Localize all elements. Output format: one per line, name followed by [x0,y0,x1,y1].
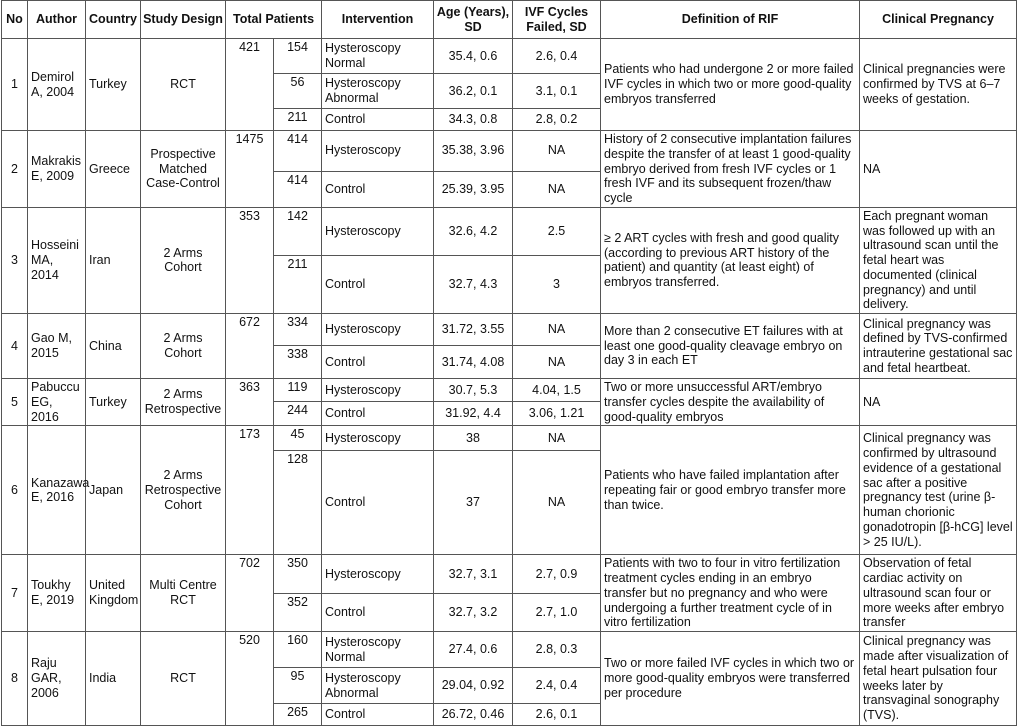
ivf-cycles-cell: 2.7, 1.0 [513,593,601,631]
study-number: 7 [2,555,28,632]
intervention-cell: Hysteroscopy Normal [322,39,434,74]
ivf-cycles-cell: 2.8, 0.2 [513,109,601,131]
ivf-cycles-cell: 2.6, 0.4 [513,39,601,74]
total-patients-cell: 1475 [226,131,274,208]
study-number: 3 [2,207,28,313]
age-cell: 31.72, 3.55 [434,314,513,346]
intervention-cell: Control [322,109,434,131]
age-cell: 35.38, 3.96 [434,131,513,172]
study-number: 6 [2,426,28,555]
intervention-cell: Hysteroscopy [322,131,434,172]
arm-patients-cell: 160 [274,632,322,668]
age-cell: 32.7, 3.2 [434,593,513,631]
age-cell: 38 [434,426,513,451]
table-row [2,379,1017,402]
arm-patients-cell: 265 [274,704,322,726]
clinical-pregnancy-cell: NA [860,379,1017,426]
age-cell: 31.74, 4.08 [434,346,513,379]
country-cell: United Kingdom [86,555,141,632]
study-design-cell: RCT [141,632,226,726]
author-cell: Raju GAR, 2006 [28,632,86,726]
clinical-pregnancy-cell: Clinical pregnancy was made after visualization of fetal heart pulsation four weeks later by transvaginal sonography (TVS). [860,632,1017,726]
arm-patients-cell: 338 [274,346,322,379]
clinical-pregnancy-cell: Each pregnant woman was followed up with an ultrasound scan until the fetal heart was documented (clinical pregnancy) and until delivery. [860,207,1017,313]
ivf-cycles-cell: NA [513,131,601,172]
intervention-cell: Control [322,402,434,426]
header-ivf-cycles: IVF Cycles Failed, SD [513,1,601,39]
ivf-cycles-cell: NA [513,171,601,207]
total-patients-cell: 173 [226,426,274,555]
total-patients-cell: 421 [226,39,274,131]
rif-definition-cell: History of 2 consecutive implantation failures despite the transfer of at least 1 good-quality embryo derived from fresh IVF cycles or 1 fresh IVF and its subsequent frozen/thaw cycle [601,131,860,208]
header-clinical-pregnancy: Clinical Pregnancy [860,1,1017,39]
table-row [2,39,1017,74]
intervention-cell: Hysteroscopy [322,207,434,256]
country-cell: Japan [86,426,141,555]
arm-patients-cell: 414 [274,171,322,207]
country-cell: Turkey [86,379,141,426]
table-row [2,632,1017,668]
age-cell: 25.39, 3.95 [434,171,513,207]
ivf-cycles-cell: 2.7, 0.9 [513,555,601,593]
study-design-cell: 2 Arms Retrospective Cohort [141,426,226,555]
arm-patients-cell: 352 [274,593,322,631]
age-cell: 36.2, 0.1 [434,74,513,109]
study-design-cell: Multi Centre RCT [141,555,226,632]
study-number: 8 [2,632,28,726]
age-cell: 26.72, 0.46 [434,704,513,726]
study-number: 1 [2,39,28,131]
author-cell: Demirol A, 2004 [28,39,86,131]
header-country: Country [86,1,141,39]
header-row [2,1,1017,39]
age-cell: 32.7, 3.1 [434,555,513,593]
total-patients-cell: 520 [226,632,274,726]
clinical-pregnancy-cell: Clinical pregnancy was confirmed by ultrasound evidence of a gestational sac after a positive pregnancy test (urine β-human chorionic gonadotropin [β-hCG] level > 25 IU/L). [860,426,1017,555]
study-number: 2 [2,131,28,208]
intervention-cell: Control [322,256,434,314]
study-design-cell: 2 Arms Cohort [141,207,226,313]
arm-patients-cell: 244 [274,402,322,426]
total-patients-cell: 672 [226,314,274,379]
table-row [2,426,1017,451]
age-cell: 30.7, 5.3 [434,379,513,402]
age-cell: 35.4, 0.6 [434,39,513,74]
age-cell: 27.4, 0.6 [434,632,513,668]
intervention-cell: Control [322,593,434,631]
country-cell: China [86,314,141,379]
clinical-pregnancy-cell: Clinical pregnancy was defined by TVS-confirmed intrauterine gestational sac and fetal heartbeat. [860,314,1017,379]
study-number: 5 [2,379,28,426]
author-cell: Makrakis E, 2009 [28,131,86,208]
rif-definition-cell: Two or more unsuccessful ART/embryo transfer cycles despite the availability of good-quality embryos [601,379,860,426]
total-patients-cell: 353 [226,207,274,313]
header-age: Age (Years), SD [434,1,513,39]
header-intervention: Intervention [322,1,434,39]
study-number: 4 [2,314,28,379]
ivf-cycles-cell: 3.06, 1.21 [513,402,601,426]
ivf-cycles-cell: NA [513,451,601,555]
author-cell: Toukhy E, 2019 [28,555,86,632]
age-cell: 34.3, 0.8 [434,109,513,131]
rif-definition-cell: Patients who had undergone 2 or more failed IVF cycles in which two or more good-quality embryos transferred [601,39,860,131]
intervention-cell: Hysteroscopy [322,314,434,346]
header-study-design: Study Design [141,1,226,39]
age-cell: 32.7, 4.3 [434,256,513,314]
arm-patients-cell: 350 [274,555,322,593]
clinical-pregnancy-cell: Clinical pregnancies were confirmed by TVS at 6–7 weeks of gestation. [860,39,1017,131]
arm-patients-cell: 154 [274,39,322,74]
intervention-cell: Hysteroscopy Normal [322,632,434,668]
rif-definition-cell: Two or more failed IVF cycles in which two or more good-quality embryos were transferred per procedure [601,632,860,726]
arm-patients-cell: 211 [274,109,322,131]
arm-patients-cell: 45 [274,426,322,451]
ivf-cycles-cell: 3.1, 0.1 [513,74,601,109]
intervention-cell: Hysteroscopy [322,426,434,451]
intervention-cell: Hysteroscopy Abnormal [322,74,434,109]
ivf-cycles-cell: 2.6, 0.1 [513,704,601,726]
intervention-cell: Hysteroscopy [322,379,434,402]
table-row [2,314,1017,346]
arm-patients-cell: 211 [274,256,322,314]
ivf-cycles-cell: 4.04, 1.5 [513,379,601,402]
rif-definition-cell: ≥ 2 ART cycles with fresh and good quality (according to previous ART history of the patient) and quantity (at least eight) of embryos transferred. [601,207,860,313]
age-cell: 37 [434,451,513,555]
arm-patients-cell: 414 [274,131,322,172]
intervention-cell: Hysteroscopy Abnormal [322,668,434,704]
age-cell: 31.92, 4.4 [434,402,513,426]
age-cell: 32.6, 4.2 [434,207,513,256]
rif-definition-cell: More than 2 consecutive ET failures with at least one good-quality cleavage embryo on day 3 in each ET [601,314,860,379]
author-cell: Hosseini MA, 2014 [28,207,86,313]
study-design-cell: 2 Arms Cohort [141,314,226,379]
table-row [2,131,1017,172]
header-author: Author [28,1,86,39]
arm-patients-cell: 334 [274,314,322,346]
total-patients-cell: 363 [226,379,274,426]
table-row [2,555,1017,593]
ivf-cycles-cell: 2.5 [513,207,601,256]
intervention-cell: Control [322,171,434,207]
intervention-cell: Hysteroscopy [322,555,434,593]
clinical-pregnancy-cell: NA [860,131,1017,208]
study-design-cell: Prospective Matched Case-Control [141,131,226,208]
arm-patients-cell: 142 [274,207,322,256]
clinical-pregnancy-cell: Observation of fetal cardiac activity on ultrasound scan four or more weeks after embryo transfer [860,555,1017,632]
rif-definition-cell: Patients with two to four in vitro fertilization treatment cycles ending in an embryo transfer but no pregnancy and who were undergoing a further treatment cycle of in vitro fertilization [601,555,860,632]
arm-patients-cell: 128 [274,451,322,555]
author-cell: Pabuccu EG, 2016 [28,379,86,426]
total-patients-cell: 702 [226,555,274,632]
author-cell: Gao M, 2015 [28,314,86,379]
header-total-patients: Total Patients [226,1,322,39]
intervention-cell: Control [322,704,434,726]
header-no: No [2,1,28,39]
country-cell: Iran [86,207,141,313]
study-design-cell: 2 Arms Retrospective [141,379,226,426]
table-row [2,207,1017,256]
study-design-cell: RCT [141,39,226,131]
ivf-cycles-cell: 2.8, 0.3 [513,632,601,668]
ivf-cycles-cell: 2.4, 0.4 [513,668,601,704]
intervention-cell: Control [322,451,434,555]
ivf-cycles-cell: NA [513,346,601,379]
arm-patients-cell: 119 [274,379,322,402]
rif-definition-cell: Patients who have failed implantation after repeating fair or good embryo transfer more than twice. [601,426,860,555]
age-cell: 29.04, 0.92 [434,668,513,704]
ivf-cycles-cell: 3 [513,256,601,314]
author-cell: Kanazawa E, 2016 [28,426,86,555]
country-cell: Turkey [86,39,141,131]
table-body [2,39,1017,726]
ivf-cycles-cell: NA [513,314,601,346]
country-cell: Greece [86,131,141,208]
ivf-cycles-cell: NA [513,426,601,451]
arm-patients-cell: 95 [274,668,322,704]
country-cell: India [86,632,141,726]
studies-table [1,0,1017,726]
intervention-cell: Control [322,346,434,379]
arm-patients-cell: 56 [274,74,322,109]
header-definition-rif: Definition of RIF [601,1,860,39]
